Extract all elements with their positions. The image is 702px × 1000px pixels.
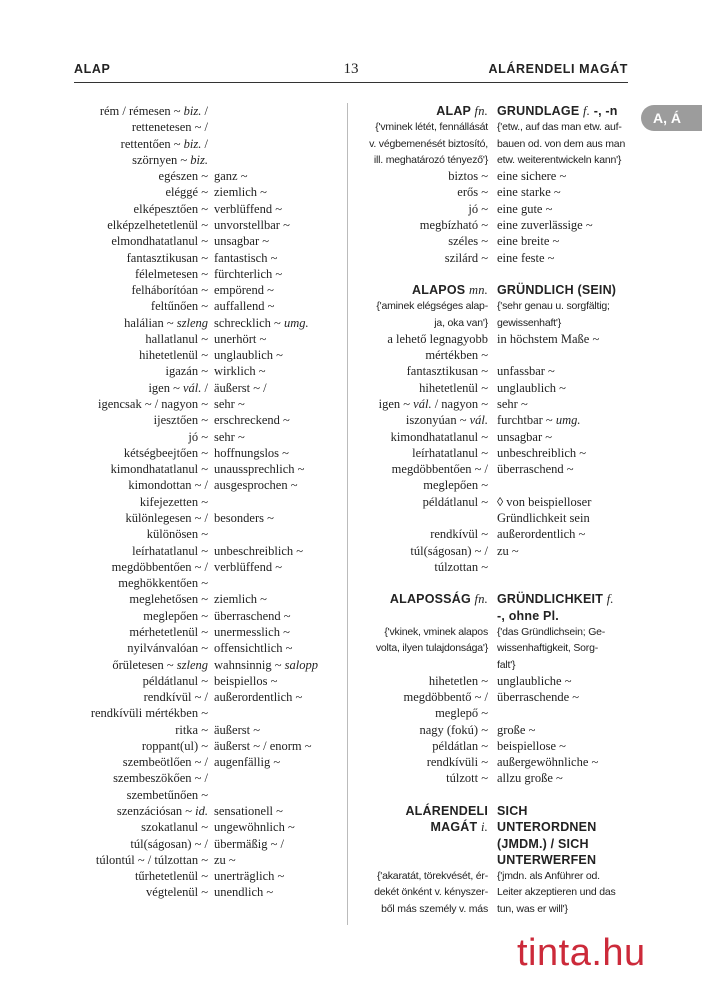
right_column-entry-german: [497, 705, 635, 722]
right_column-entry-hungarian: ja, oka van'}: [434, 316, 488, 329]
left_column-entry-german: äußerst ~ /: [214, 380, 267, 395]
left_column-entry-hungarian: hallatlanul ~: [145, 331, 208, 346]
right_column-entry-hungarian: túlzottan ~: [434, 559, 488, 574]
page-number: 13: [343, 61, 359, 77]
right_column-entry-german: GRUNDLAGE f. -, -n: [497, 104, 618, 118]
right_column-entry-german: UNTERWERFEN: [497, 852, 597, 867]
left_column-entry-german: unermesslich ~: [214, 624, 290, 639]
right_column-entry-hungarian: [352, 836, 488, 853]
left_column-entry-hungarian: tűrhetetlenül ~: [134, 869, 208, 884]
left_column-entry-german: [214, 119, 342, 136]
right_column-entry-hungarian: túlzott ~: [446, 771, 488, 786]
left_column-entry-german: wahnsinnig ~ salopp: [214, 657, 318, 672]
right_column-entry-hungarian: példátlan ~: [432, 738, 488, 753]
right_column-entry-hungarian: jó ~: [468, 201, 488, 216]
left_column-entry-hungarian: szembeszökően ~ /: [113, 771, 208, 786]
left_column-entry-hungarian: leírhatatlanul ~: [132, 543, 208, 558]
right_column-entry-hungarian: rendkívül ~: [430, 527, 488, 542]
right_column-entry-german: {'sehr genau u. sorgfältig;: [497, 300, 610, 313]
left_column-entry-german: unglaublich ~: [214, 348, 283, 363]
right_column-entry-german: [497, 787, 635, 804]
left_column-entry-german: besonders ~: [214, 511, 274, 525]
left_column-entry-hungarian: meglepően ~: [143, 608, 208, 623]
left_column-entry-hungarian: félelmetesen ~: [134, 266, 208, 281]
left_column-entry-hungarian: rettenetesen ~ /: [131, 120, 208, 135]
right_column-entry-german: unsagbar ~: [497, 429, 553, 444]
right_column-entry-german: eine feste ~: [497, 250, 555, 265]
right_column-entry-hungarian: {'aminek elégséges alap-: [376, 300, 488, 313]
left_column-entry-german: ziemlich ~: [214, 185, 267, 200]
right_column-entry-hungarian: ill. meghatározó tényező'}: [373, 153, 488, 166]
right_column-entry-german: unglaublich ~: [497, 380, 566, 395]
right_column-entry-german: [497, 559, 635, 576]
left_column-entry-hungarian: különösen ~: [146, 527, 208, 542]
right_column-entry-hungarian: [352, 852, 488, 869]
left_column-entry-german: offensichtlich ~: [214, 641, 293, 656]
right_column-entry-hungarian: volta, ilyen tulajdonsága'}: [375, 642, 488, 655]
right_column-entry-hungarian: rendkívüli ~: [426, 755, 488, 770]
right_column-entry-german: gewissenhaft'}: [497, 316, 561, 329]
right_column-entry-german: SICH: [497, 804, 528, 819]
left_column-entry-german: [214, 103, 342, 120]
right_column-entry-german: eine starke ~: [497, 185, 561, 200]
left_column-entry-german: [214, 770, 342, 787]
right_column-entry-german: allzu große ~: [497, 771, 563, 786]
running-head-right: ALÁRENDELI MAGÁT: [488, 62, 628, 76]
running-head-left: ALAP: [74, 62, 111, 76]
left_column-entry-german: ganz ~: [214, 169, 248, 184]
watermark: tinta.hu: [517, 932, 646, 974]
left_column-entry-hungarian: meglehetősen ~: [129, 592, 208, 607]
left_column-entry-hungarian: halálian ~ szleng: [124, 315, 208, 330]
left_column-entry-hungarian: kifejezetten ~: [139, 494, 208, 509]
left_column-entry-german: außerordentlich ~: [214, 690, 303, 705]
left_column-entry-german: unsagbar ~: [214, 234, 270, 249]
right_column-entry-hungarian: leírhatatlanul ~: [412, 445, 488, 460]
right_column-entry-hungarian: erős ~: [457, 185, 488, 200]
left_column-entry-german: empörend ~: [214, 283, 274, 298]
right_column-entry-german: beispiellose ~: [497, 738, 566, 753]
left_column-entry-hungarian: rettentően ~ biz. /: [120, 136, 208, 151]
right_column-entry-german: unbeschreiblich ~: [497, 445, 587, 460]
left_column-entry-german: sehr ~: [214, 429, 245, 444]
left_column-entry-german: unvorstellbar ~: [214, 217, 290, 232]
right_column-entry-german: {'etw., auf das man etw. auf-: [497, 121, 622, 134]
right_column-entry-hungarian: szilárd ~: [444, 250, 488, 265]
right_column-entry-german: (JMDM.) / SICH: [497, 836, 589, 851]
right_column-entry-hungarian: nagy (fokú) ~: [419, 722, 488, 737]
right_column-entry-hungarian: [352, 266, 488, 283]
right_column-entry-hungarian: ALAP fn.: [436, 104, 488, 118]
left_column-entry-hungarian: roppant(ul) ~: [141, 738, 208, 753]
left_column-entry-german: ungewöhnlich ~: [214, 820, 295, 835]
right_column-entry-german: wissenhaftigkeit, Sorg-: [497, 642, 599, 655]
left_column-entry-hungarian: elmondhatatlanul ~: [111, 234, 208, 249]
right_column-entry-hungarian: [352, 608, 488, 625]
right_column-entry-german: bauen od. von dem aus man: [497, 137, 626, 150]
right_column-entry-hungarian: megbízható ~: [419, 217, 488, 232]
left_column-entry-hungarian: rém / rémesen ~ biz. /: [99, 104, 208, 118]
right_column-entry-german: -, ohne Pl.: [497, 608, 559, 623]
right_column-entry-hungarian: [352, 787, 488, 804]
left_column-entry-german: auffallend ~: [214, 299, 275, 314]
right_column-entry-german: große ~: [497, 722, 536, 737]
right_column-entry-hungarian: hihetetlen ~: [428, 673, 488, 688]
right_column-entry-hungarian: meglepően ~: [423, 478, 488, 493]
left_column-entry-german: erschreckend ~: [214, 413, 290, 428]
left_column-entry-german: unendlich ~: [214, 885, 274, 900]
left_column-entry-hungarian: meghökkentően ~: [118, 576, 208, 591]
left_column-entry-hungarian: igencsak ~ / nagyon ~: [97, 397, 208, 412]
right_column-entry-german: unglaubliche ~: [497, 673, 572, 688]
left_column-entry-hungarian: ritka ~: [175, 722, 208, 737]
left_column-entry-german: übermäßig ~ /: [214, 836, 284, 851]
right_column-entry-german: Leiter akzeptieren und das: [497, 886, 616, 899]
left_column-entry-german: äußerst ~ / enorm ~: [214, 738, 312, 753]
left_column-entry-german: unerhört ~: [214, 331, 267, 346]
left_column-entry-hungarian: megdöbbentően ~ /: [111, 559, 208, 574]
right_column-entry-hungarian: iszonyúan ~ vál.: [405, 413, 488, 428]
left_column-entry-hungarian: szokatlanul ~: [141, 820, 208, 835]
left_column-entry-hungarian: jó ~: [188, 429, 208, 444]
right_column-entry-german: {'das Gründlichsein; Ge-: [497, 625, 606, 638]
right_column-entry-german: GRÜNDLICHKEIT f.: [497, 592, 614, 607]
left_column-entry-hungarian: szembetűnően ~: [126, 787, 208, 802]
right_column-entry-hungarian: igen ~ vál. / nagyon ~: [378, 397, 488, 412]
left_column-entry-hungarian: szenzációsan ~ id.: [116, 804, 208, 819]
right_column-entry-german: [497, 266, 635, 283]
left_column-entry-german: zu ~: [214, 852, 236, 867]
right_column-entry-hungarian: ALAPOSSÁG fn.: [389, 592, 488, 607]
left_column-entry-german: schrecklich ~ umg.: [214, 315, 309, 330]
right_column-entry-hungarian: [352, 510, 488, 527]
left_column-entry-hungarian: különlegesen ~ /: [125, 511, 208, 525]
right_column-entry-german: tun, was er will'}: [497, 902, 568, 915]
left_column-entry-hungarian: feltűnően ~: [150, 299, 208, 314]
right_column-entry-german: überraschende ~: [497, 690, 580, 705]
left_column-entry-german: fantastisch ~: [214, 250, 278, 265]
left_column-entry-hungarian: szörnyen ~ biz.: [132, 152, 208, 167]
left_column-entry-hungarian: túlontúl ~ / túlzottan ~: [95, 852, 208, 867]
left_column-entry-german: [214, 526, 342, 543]
left_column-entry-hungarian: kimondhatatlanul ~: [110, 462, 208, 477]
left_column-entry-hungarian: végtelenül ~: [146, 885, 208, 900]
right_column-entry-hungarian: ALÁRENDELI: [405, 804, 488, 819]
right_column-entry-german: außergewöhnliche ~: [497, 755, 599, 770]
right_column-entry-hungarian: ALAPOS mn.: [412, 283, 488, 298]
left_column-entry-hungarian: igen ~ vál. /: [148, 380, 208, 395]
left_column-entry-german: [214, 152, 342, 169]
right_column-entry-hungarian: biztos ~: [448, 169, 488, 184]
right_column-entry-hungarian: {'akaratát, törekvését, ér-: [377, 870, 488, 883]
right_column-entry-german: {'jmdn. als Anführer od.: [497, 870, 600, 883]
right_column-entry-hungarian: hihetetlenül ~: [419, 380, 488, 395]
left_column-entry-german: hoffnungslos ~: [214, 445, 289, 460]
column-divider: [347, 103, 348, 925]
left_column-entry-hungarian: eléggé ~: [165, 185, 208, 200]
left_column-entry-german: unbeschreiblich ~: [214, 543, 304, 558]
left_column-entry-hungarian: elképzelhetetlenül ~: [107, 217, 208, 232]
right_column-entry-german: [497, 477, 635, 494]
left_column-entry-german: [214, 705, 342, 722]
right_column-entry-german: furchtbar ~ umg.: [497, 413, 581, 428]
left_column-entry-hungarian: mérhetetlenül ~: [129, 624, 208, 639]
right_column-entry-hungarian: mértékben ~: [425, 348, 488, 363]
right_column-entry-german: etw. weiterentwickeln kann'}: [497, 153, 622, 166]
left_column-entry-hungarian: ijesztően ~: [153, 413, 208, 428]
left_column-entry-german: sensationell ~: [214, 804, 283, 819]
right_column-entry-hungarian: v. végbemenését biztosító,: [369, 137, 488, 150]
left_column-entry-hungarian: felháborítóan ~: [131, 283, 208, 298]
right_column-entry-german: GRÜNDLICH (SEIN): [497, 283, 617, 298]
left_column-entry-german: verblüffend ~: [214, 559, 282, 574]
right_column-entry-german: eine gute ~: [497, 201, 553, 216]
left_column-entry-hungarian: kétségbeejtően ~: [123, 445, 208, 460]
left_column-entry-german: ausgesprochen ~: [214, 478, 298, 493]
left_column-entry-hungarian: nyilvánvalóan ~: [127, 641, 208, 656]
right_column-entry-hungarian: {'vminek létét, fennállását: [375, 121, 488, 134]
right_column-entry-hungarian: [352, 657, 488, 674]
left_column-entry-german: äußerst ~: [214, 722, 260, 737]
right_column-entry-german: eine sichere ~: [497, 169, 567, 184]
letter-tab: A, Á: [641, 105, 702, 131]
right_column-entry-hungarian: túl(ságosan) ~ /: [410, 543, 488, 558]
right_column-entry-hungarian: megdöbbentően ~ /: [391, 462, 488, 477]
right_column-entry-hungarian: fantasztikusan ~: [406, 364, 488, 379]
left_column-entry-hungarian: igazán ~: [165, 364, 208, 379]
left_column-entry-hungarian: egészen ~: [158, 169, 208, 184]
header-rule: [74, 82, 628, 83]
left_column-entry-hungarian: szembeötlően ~ /: [122, 755, 208, 770]
left_column-entry-hungarian: rendkívül ~ /: [143, 690, 208, 705]
left_column-entry-hungarian: elképesztően ~: [133, 201, 208, 216]
left_column-entry-german: [214, 136, 342, 153]
right_column-entry-hungarian: MAGÁT i.: [430, 820, 488, 835]
right_column-entry-german: [497, 575, 635, 592]
right_column-entry-hungarian: megdöbbentő ~ /: [403, 690, 488, 705]
left_column-entry-hungarian: hihetetlenül ~: [139, 348, 208, 363]
right_column-entry-german: überraschend ~: [497, 462, 574, 477]
right_column-entry-german: außerordentlich ~: [497, 527, 586, 542]
right_column-entry-hungarian: [352, 575, 488, 592]
left_column-entry-hungarian: túl(ságosan) ~ /: [130, 836, 208, 851]
right_column-entry-german: eine zuverlässige ~: [497, 217, 593, 232]
right_column-entry-hungarian: meglepő ~: [435, 706, 488, 721]
left_column-entry-german: [214, 494, 342, 511]
right_column-entry-hungarian: a lehető legnagyobb: [387, 331, 488, 346]
right_column-entry-german: unfassbar ~: [497, 364, 555, 379]
left_column-entry-hungarian: kimondottan ~ /: [128, 478, 208, 493]
right_column-entry-german: eine breite ~: [497, 234, 560, 249]
left_column-entry-hungarian: fantasztikusan ~: [126, 250, 208, 265]
right_column-entry-german: UNTERORDNEN: [497, 820, 597, 835]
left_column-entry-hungarian: példátlanul ~: [142, 673, 208, 688]
right_column-entry-german: in höchstem Maße ~: [497, 331, 600, 346]
right_column-entry-hungarian: ből más személy v. más: [381, 902, 488, 915]
right_column-entry-hungarian: kimondhatatlanul ~: [390, 429, 488, 444]
right_column-entry-german: zu ~: [497, 543, 519, 558]
left_column-entry-german: sehr ~: [214, 397, 245, 412]
right_column-entry-german: ◊ von beispielloser: [497, 494, 592, 509]
right_column-entry-german: Gründlichkeit sein: [497, 511, 590, 525]
left_column-entry-hungarian: őrületesen ~ szleng: [112, 657, 208, 672]
left_column-entry-german: fürchterlich ~: [214, 266, 283, 281]
left_column-entry-german: überraschend ~: [214, 608, 291, 623]
right_column-entry-hungarian: széles ~: [448, 234, 488, 249]
left_column-entry-german: unaussprechlich ~: [214, 462, 305, 477]
right_column-entry-hungarian: példátlanul ~: [422, 494, 488, 509]
left_column-entry-german: [214, 575, 342, 592]
right_column-entry-hungarian: dekét önként v. kényszer-: [374, 886, 488, 899]
right_column-entry-german: falt'}: [497, 658, 516, 671]
left_column-entry-german: beispiellos ~: [214, 673, 278, 688]
left_column-entry-german: augenfällig ~: [214, 755, 281, 770]
left_column-entry-hungarian: rendkívüli mértékben ~: [90, 706, 208, 721]
left_column-entry-german: wirklich ~: [214, 364, 266, 379]
right_column-entry-german: [497, 347, 635, 364]
left_column-entry-german: verblüffend ~: [214, 201, 282, 216]
left_column-entry-german: unerträglich ~: [214, 869, 285, 884]
left_column-entry-german: [214, 787, 342, 804]
left_column-entry-german: ziemlich ~: [214, 592, 267, 607]
right_column-entry-german: sehr ~: [497, 397, 528, 412]
right_column-entry-hungarian: {'vkinek, vminek alapos: [384, 625, 488, 638]
